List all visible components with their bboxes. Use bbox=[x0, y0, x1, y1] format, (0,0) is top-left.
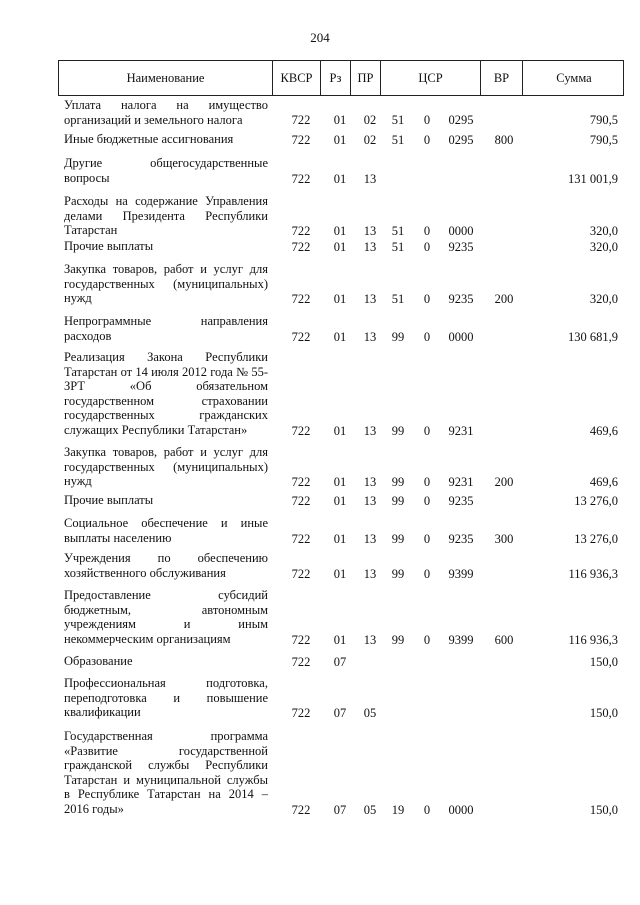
table-row bbox=[0, 350, 640, 438]
row-pr: 13 bbox=[363, 493, 377, 508]
row-kvsr: 722 bbox=[291, 132, 311, 147]
row-pr: 02 bbox=[363, 112, 377, 127]
row-csr-code: 9231 bbox=[448, 423, 474, 438]
row-pr: 13 bbox=[363, 566, 377, 581]
row-sum: 150,0 bbox=[589, 654, 618, 669]
row-sum: 320,0 bbox=[589, 291, 618, 306]
row-name: Государственная программа «Развитие государственной гражданской службы Республики Татарстан и муниципальной службы в Республике Татарстан на 2014 – 2016 годы» bbox=[64, 729, 268, 816]
table-row bbox=[0, 132, 640, 147]
row-kvsr: 722 bbox=[291, 531, 311, 546]
row-csr-program: 51 bbox=[391, 291, 405, 306]
row-sum: 131 001,9 bbox=[568, 171, 618, 186]
page-number: 204 bbox=[310, 30, 330, 45]
row-csr-program: 51 bbox=[391, 112, 405, 127]
row-csr-subprogram: 0 bbox=[423, 493, 431, 508]
row-name: Реализация Закона Республики Татарстан от 14 июля 2012 года № 55-ЗРТ «Об обязательном государственном страховании государственных гражданских служащих Республики Татарстан» bbox=[64, 350, 268, 437]
row-pr: 05 bbox=[363, 705, 377, 720]
row-rz: 01 bbox=[333, 632, 347, 647]
row-csr-code: 9235 bbox=[448, 531, 474, 546]
header-vr: ВР bbox=[481, 61, 523, 95]
row-kvsr: 722 bbox=[291, 632, 311, 647]
row-kvsr: 722 bbox=[291, 802, 311, 817]
table-row bbox=[0, 516, 640, 546]
row-rz: 01 bbox=[333, 531, 347, 546]
row-csr-code: 0295 bbox=[448, 112, 474, 127]
row-csr-code: 9231 bbox=[448, 474, 474, 489]
row-pr: 13 bbox=[363, 223, 377, 238]
row-sum: 320,0 bbox=[589, 239, 618, 254]
row-sum: 469,6 bbox=[589, 423, 618, 438]
row-rz: 01 bbox=[333, 112, 347, 127]
row-csr-subprogram: 0 bbox=[423, 132, 431, 147]
row-kvsr: 722 bbox=[291, 474, 311, 489]
row-vr: 600 bbox=[494, 632, 514, 647]
row-kvsr: 722 bbox=[291, 171, 311, 186]
row-rz: 01 bbox=[333, 132, 347, 147]
row-pr: 13 bbox=[363, 171, 377, 186]
row-csr-program: 99 bbox=[391, 531, 405, 546]
row-csr-code: 0295 bbox=[448, 132, 474, 147]
row-rz: 01 bbox=[333, 171, 347, 186]
table-row bbox=[0, 156, 640, 186]
row-csr-program: 19 bbox=[391, 802, 405, 817]
table-row bbox=[0, 314, 640, 344]
row-sum: 116 936,3 bbox=[568, 566, 618, 581]
table-row bbox=[0, 551, 640, 581]
row-csr-subprogram: 0 bbox=[423, 474, 431, 489]
row-name: Непрограммные направления расходов bbox=[64, 314, 268, 343]
row-pr: 13 bbox=[363, 531, 377, 546]
header-pr: ПР bbox=[351, 61, 381, 95]
table-row bbox=[0, 588, 640, 647]
row-csr-subprogram: 0 bbox=[423, 566, 431, 581]
row-name: Профессиональная подготовка, переподготовка и повышение квалификации bbox=[64, 676, 268, 719]
row-rz: 01 bbox=[333, 329, 347, 344]
row-name: Прочие выплаты bbox=[64, 493, 154, 507]
row-sum: 790,5 bbox=[589, 112, 618, 127]
row-sum: 469,6 bbox=[589, 474, 618, 489]
row-kvsr: 722 bbox=[291, 239, 311, 254]
row-vr: 300 bbox=[494, 531, 514, 546]
row-csr-code: 9235 bbox=[448, 239, 474, 254]
row-csr-subprogram: 0 bbox=[423, 329, 431, 344]
header-name: Наименование bbox=[59, 61, 273, 95]
row-sum: 790,5 bbox=[589, 132, 618, 147]
row-name: Иные бюджетные ассигнования bbox=[64, 132, 234, 146]
row-sum: 130 681,9 bbox=[568, 329, 618, 344]
row-csr-code: 0000 bbox=[448, 223, 474, 238]
row-rz: 01 bbox=[333, 493, 347, 508]
row-name: Образование bbox=[64, 654, 133, 668]
row-sum: 13 276,0 bbox=[574, 493, 618, 508]
row-name: Учреждения по обеспечению хозяйственного обслуживания bbox=[64, 551, 268, 580]
row-rz: 01 bbox=[333, 474, 347, 489]
table-row bbox=[0, 262, 640, 306]
row-kvsr: 722 bbox=[291, 423, 311, 438]
row-sum: 150,0 bbox=[589, 705, 618, 720]
row-pr: 13 bbox=[363, 632, 377, 647]
row-name: Другие общегосударственные вопросы bbox=[64, 156, 268, 185]
row-sum: 116 936,3 bbox=[568, 632, 618, 647]
row-csr-subprogram: 0 bbox=[423, 531, 431, 546]
header-rz: Рз bbox=[321, 61, 351, 95]
row-sum: 13 276,0 bbox=[574, 531, 618, 546]
row-csr-program: 51 bbox=[391, 223, 405, 238]
row-csr-code: 9399 bbox=[448, 632, 474, 647]
row-csr-program: 51 bbox=[391, 239, 405, 254]
row-rz: 01 bbox=[333, 566, 347, 581]
row-name: Уплата налога на имущество организаций и земельного налога bbox=[64, 98, 268, 127]
row-csr-subprogram: 0 bbox=[423, 632, 431, 647]
row-pr: 13 bbox=[363, 423, 377, 438]
row-sum: 150,0 bbox=[589, 802, 618, 817]
row-kvsr: 722 bbox=[291, 291, 311, 306]
row-kvsr: 722 bbox=[291, 493, 311, 508]
row-kvsr: 722 bbox=[291, 112, 311, 127]
row-kvsr: 722 bbox=[291, 329, 311, 344]
row-csr-code: 0000 bbox=[448, 802, 474, 817]
header-csr: ЦСР bbox=[381, 61, 481, 95]
row-csr-program: 99 bbox=[391, 566, 405, 581]
table-row bbox=[0, 676, 640, 720]
row-vr: 200 bbox=[494, 291, 514, 306]
row-pr: 02 bbox=[363, 132, 377, 147]
row-name: Прочие выплаты bbox=[64, 239, 154, 253]
row-name: Закупка товаров, работ и услуг для государственных (муниципальных) нужд bbox=[64, 445, 268, 488]
row-sum: 320,0 bbox=[589, 223, 618, 238]
table-row bbox=[0, 729, 640, 817]
row-kvsr: 722 bbox=[291, 566, 311, 581]
row-pr: 13 bbox=[363, 329, 377, 344]
row-pr: 13 bbox=[363, 291, 377, 306]
table-row bbox=[0, 654, 640, 669]
row-name: Социальное обеспечение и иные выплаты населению bbox=[64, 516, 268, 545]
row-csr-program: 99 bbox=[391, 493, 405, 508]
row-csr-program: 99 bbox=[391, 474, 405, 489]
row-csr-subprogram: 0 bbox=[423, 423, 431, 438]
row-csr-code: 9399 bbox=[448, 566, 474, 581]
row-rz: 07 bbox=[333, 802, 347, 817]
row-vr: 200 bbox=[494, 474, 514, 489]
row-rz: 07 bbox=[333, 705, 347, 720]
row-csr-code: 0000 bbox=[448, 329, 474, 344]
row-csr-subprogram: 0 bbox=[423, 802, 431, 817]
table-header bbox=[58, 60, 624, 96]
row-csr-subprogram: 0 bbox=[423, 239, 431, 254]
row-csr-program: 99 bbox=[391, 632, 405, 647]
row-vr: 800 bbox=[494, 132, 514, 147]
row-rz: 01 bbox=[333, 223, 347, 238]
header-sum: Сумма bbox=[556, 70, 592, 85]
table-row bbox=[0, 98, 640, 127]
row-rz: 01 bbox=[333, 291, 347, 306]
table-row bbox=[0, 239, 640, 254]
table-row bbox=[0, 445, 640, 489]
row-name: Расходы на содержание Управления делами Президента Республики Татарстан bbox=[64, 194, 268, 237]
row-kvsr: 722 bbox=[291, 654, 311, 669]
row-csr-program: 99 bbox=[391, 329, 405, 344]
row-pr: 13 bbox=[363, 474, 377, 489]
table-row bbox=[0, 493, 640, 508]
row-csr-subprogram: 0 bbox=[423, 112, 431, 127]
row-rz: 01 bbox=[333, 239, 347, 254]
row-rz: 07 bbox=[333, 654, 347, 669]
table-row bbox=[0, 194, 640, 238]
row-rz: 01 bbox=[333, 423, 347, 438]
row-csr-code: 9235 bbox=[448, 493, 474, 508]
row-csr-subprogram: 0 bbox=[423, 291, 431, 306]
row-name: Предоставление субсидий бюджетным, автономным учреждениям и иным некоммерческим организациям bbox=[64, 588, 268, 646]
row-csr-subprogram: 0 bbox=[423, 223, 431, 238]
row-pr: 05 bbox=[363, 802, 377, 817]
row-csr-program: 99 bbox=[391, 423, 405, 438]
row-name: Закупка товаров, работ и услуг для государственных (муниципальных) нужд bbox=[64, 262, 268, 305]
row-kvsr: 722 bbox=[291, 223, 311, 238]
row-pr: 13 bbox=[363, 239, 377, 254]
row-kvsr: 722 bbox=[291, 705, 311, 720]
row-csr-code: 9235 bbox=[448, 291, 474, 306]
header-kvsr: КВСР bbox=[273, 61, 321, 95]
row-csr-program: 51 bbox=[391, 132, 405, 147]
